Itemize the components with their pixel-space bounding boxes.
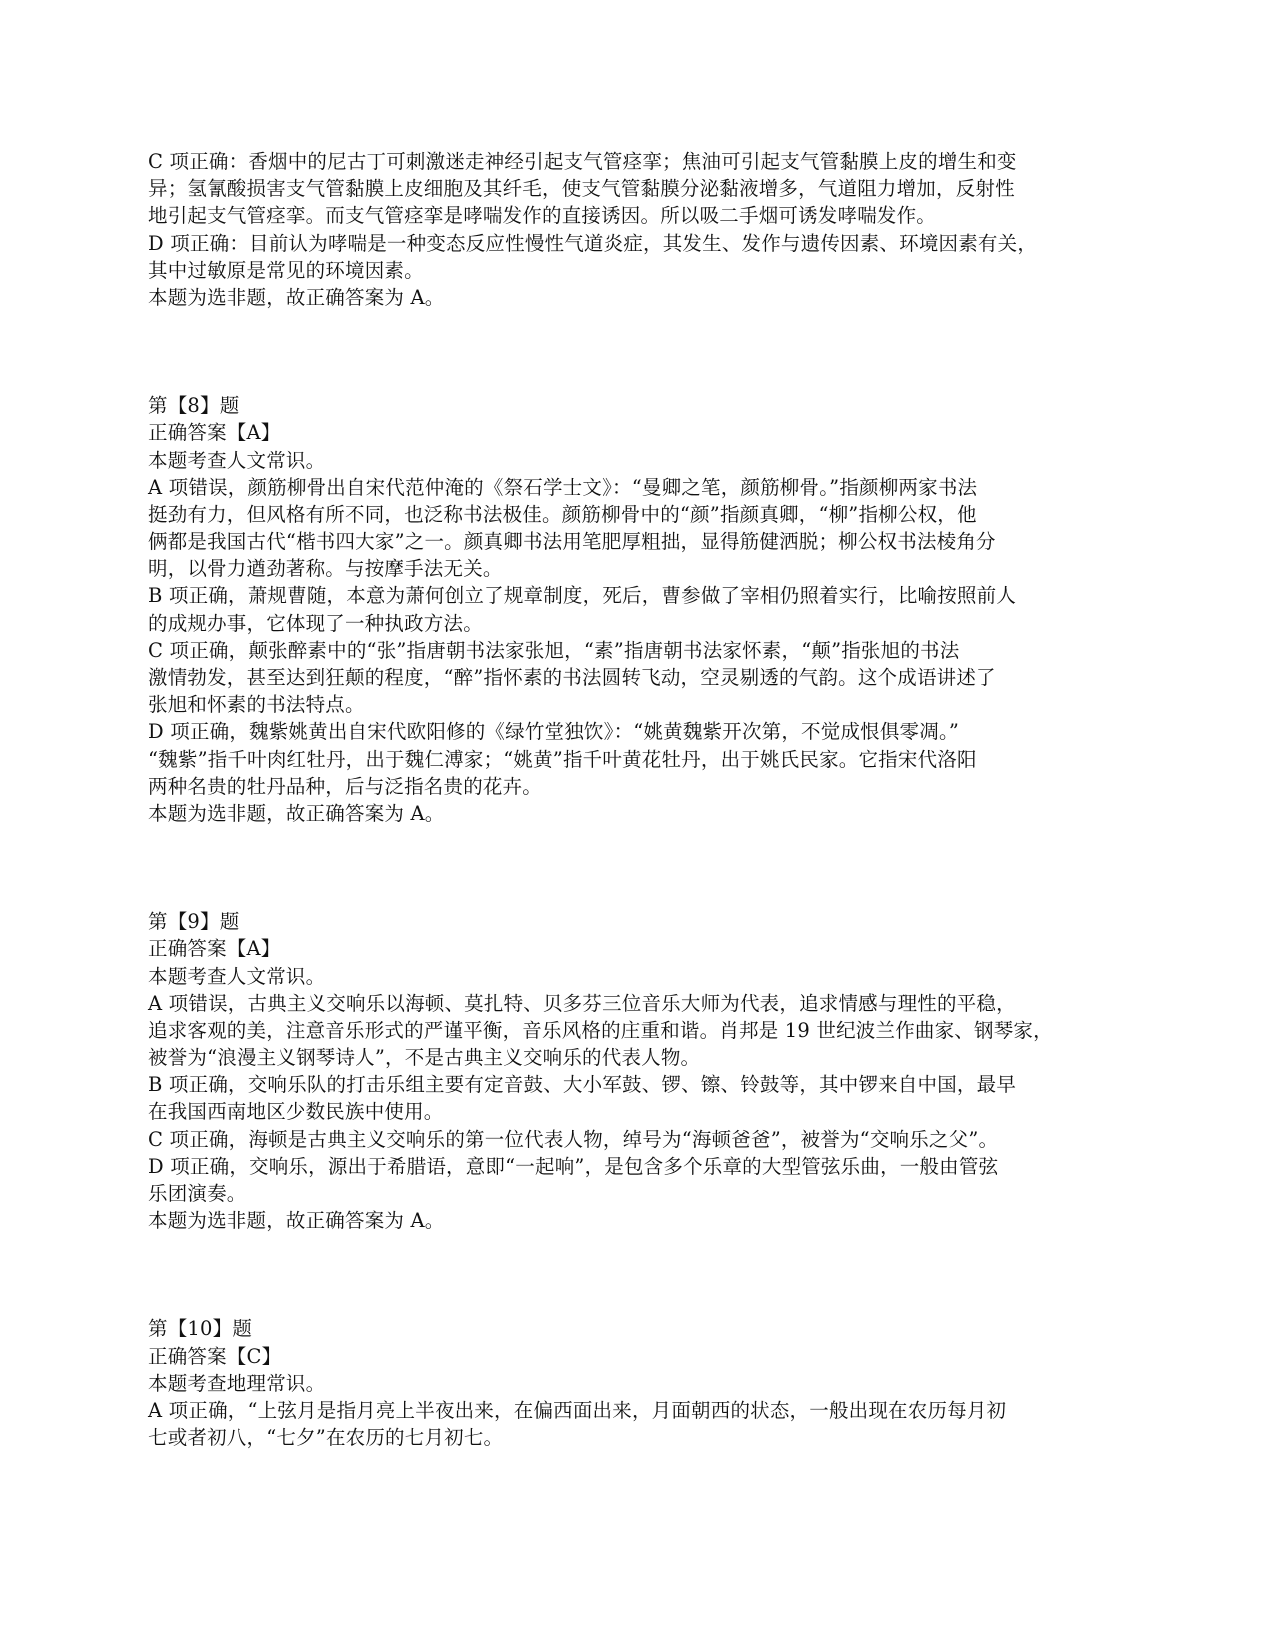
explanation-line: 乐团演奏。 [148, 1182, 247, 1205]
question-title: 第【10】题 [148, 1317, 253, 1341]
prev-question-explanation [148, 148, 1138, 311]
explanation-line: 明，以骨力遒劲著称。与按摩手法无关。 [148, 557, 503, 581]
conclusion-line: 本题为选非题，故正确答案为 A。 [148, 285, 445, 309]
correct-answer: 正确答案【A】 [148, 421, 281, 445]
explanation-line: 异；氢氰酸损害支气管黏膜上皮细胞及其纤毛，使支气管黏膜分泌黏液增多，气道阻力增加，反射性 [148, 177, 1015, 201]
correct-answer: 正确答案【A】 [148, 937, 281, 961]
explanation-line: 张旭和怀素的书法特点。 [148, 693, 365, 717]
question-8 [148, 392, 1138, 827]
explanation-line: 激情勃发，甚至达到狂颠的程度，“醉”指怀素的书法圆转飞动，空灵剔透的气韵。这个成语讲述了 [148, 666, 996, 689]
explanation-line: B 项正确，萧规曹随，本意为萧何创立了规章制度，死后，曹参做了宰相仍照着实行，比喻按照前人 [148, 584, 1017, 608]
explanation-line: 追求客观的美，注意音乐形式的严谨平衡，音乐风格的庄重和谐。肖邦是 19 世纪波兰作曲家、钢琴家， [148, 1018, 1053, 1042]
spacer [148, 827, 1138, 908]
question-title: 第【8】题 [148, 394, 240, 418]
explanation-line: 两种名贵的牡丹品种，后与泛指名贵的花卉。 [148, 774, 543, 798]
explanation-line: C 项正确，海顿是古典主义交响乐的第一位代表人物，绰号为“海顿爸爸”，被誉为“交响乐之父”。 [148, 1127, 999, 1151]
explanation-line: A 项正确，“上弦月是指月亮上半夜出来，在偏西面出来，月面朝西的状态，一般出现在农历每月初 [148, 1398, 1007, 1422]
conclusion-line: 本题为选非题，故正确答案为 A。 [148, 801, 445, 825]
explanation-line: “魏紫”指千叶肉红牡丹，出于魏仁溥家；“姚黄”指千叶黄花牡丹，出于姚氏民家。它指宋代洛阳 [148, 747, 977, 771]
document-page [148, 148, 1138, 1451]
explanation-line: C 项正确：香烟中的尼古丁可刺激迷走神经引起支气管痉挛；焦油可引起支气管黏膜上皮的增生和变 [148, 150, 1017, 173]
question-9 [148, 908, 1138, 1234]
explanation-line: 其中过敏原是常见的环境因素。 [148, 258, 424, 282]
explanation-line: D 项正确：目前认为哮喘是一种变态反应性慢性气道炎症，其发生、发作与遗传因素、环境因素有关， [148, 231, 1038, 255]
explanation-line: 在我国西南地区少数民族中使用。 [148, 1100, 444, 1124]
explanation-line: A 项错误，颜筋柳骨出自宋代范仲淹的《祭石学士文》：“曼卿之笔，颜筋柳骨。”指颜柳两家书法 [148, 475, 978, 499]
question-topic: 本题考查人文常识。 [148, 448, 326, 472]
question-topic: 本题考查人文常识。 [148, 964, 326, 988]
explanation-line: 俩都是我国古代“楷书四大家”之一。颜真卿书法用笔肥厚粗拙，显得筋健洒脱；柳公权书法棱角分 [148, 530, 996, 554]
explanation-line: 被誉为“浪漫主义钢琴诗人”，不是古典主义交响乐的代表人物。 [148, 1046, 701, 1070]
explanation-line: C 项正确，颠张醉素中的“张”指唐朝书法家张旭，“素”指唐朝书法家怀素，“颠”指张旭的书法 [148, 638, 960, 662]
question-topic: 本题考查地理常识。 [148, 1371, 326, 1395]
spacer [148, 311, 1138, 392]
explanation-line: 地引起支气管痉挛。而支气管痉挛是哮喘发作的直接诱因。所以吸二手烟可诱发哮喘发作。 [148, 204, 937, 228]
explanation-line: D 项正确，魏紫姚黄出自宋代欧阳修的《绿竹堂独饮》：“姚黄魏紫开次第，不觉成恨俱零凋。” [148, 720, 960, 744]
spacer [148, 1234, 1138, 1315]
conclusion-line: 本题为选非题，故正确答案为 A。 [148, 1209, 445, 1233]
explanation-line: 七或者初八，“七夕”在农历的七月初七。 [148, 1426, 504, 1450]
explanation-line: D 项正确，交响乐，源出于希腊语，意即“一起响”，是包含多个乐章的大型管弦乐曲，一般由管弦 [148, 1154, 999, 1178]
question-title: 第【9】题 [148, 910, 240, 934]
explanation-line: 的成规办事，它体现了一种执政方法。 [148, 611, 483, 635]
explanation-line: B 项正确，交响乐队的打击乐组主要有定音鼓、大小军鼓、锣、镲、铃鼓等，其中锣来自中国，最早 [148, 1073, 1017, 1097]
question-10 [148, 1315, 1138, 1451]
explanation-line: 挺劲有力，但风格有所不同，也泛称书法极佳。颜筋柳骨中的“颜”指颜真卿，“柳”指柳公权，他 [148, 502, 977, 526]
explanation-line: A 项错误，古典主义交响乐以海顿、莫扎特、贝多芬三位音乐大师为代表，追求情感与理性的平稳， [148, 991, 1016, 1015]
correct-answer: 正确答案【C】 [148, 1344, 282, 1368]
